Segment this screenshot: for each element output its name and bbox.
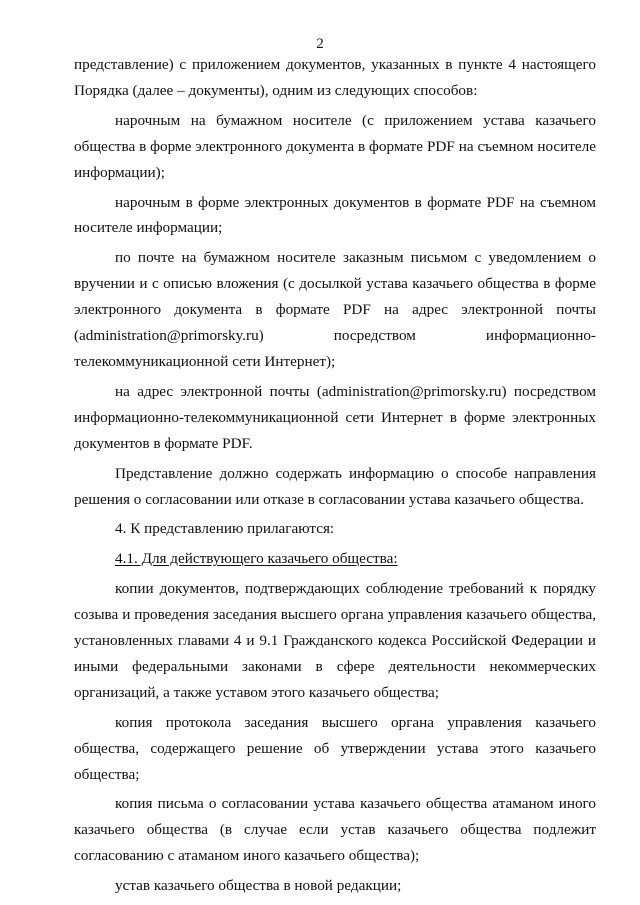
document-body (74, 52, 596, 899)
paragraph: представление) с приложением документов, указанных в пункте 4 настоящего Порядка (далее – документы), одним из следующих способов: (74, 56, 596, 99)
paragraph: копия письма о согласовании устава казачьего общества атаманом иного казачьего общества (в случае если устав казачьего общества подлежит согласованию с атаманом иного казачьего общества); (74, 795, 596, 865)
paragraph: 4. К представлению прилагаются: (115, 520, 335, 538)
paragraph: 4.1. Для действующего казачьего общества: (115, 550, 398, 568)
paragraph: копии документов, подтверждающих соблюдение требований к порядку созыва и проведения заседания высшего органа управления казачьего общества, установленных главами 4 и 9.1 Гражданского кодекса Российской Федерации и иными федеральными законами в сфере деятельности некоммерческих организаций, а также уставом этого казачьего общества; (74, 580, 596, 701)
page-number: 2 (316, 36, 324, 52)
paragraph: копия протокола заседания высшего органа управления казачьего общества, содержащего решение об утверждении устава этого казачьего общества; (74, 713, 596, 783)
paragraph: нарочным на бумажном носителе (с приложением устава казачьего общества в форме электронного документа в формате PDF на съемном носителе информации); (74, 111, 596, 181)
paragraph: устав казачьего общества в новой редакции; (115, 877, 402, 895)
paragraph: на адрес электронной почты (administration@primorsky.ru) посредством информационно-телекоммуникационной сети Интернет в форме электронных документов в формате PDF. (74, 382, 596, 452)
paragraph: нарочным в форме электронных документов в формате PDF на съемном носителе информации; (74, 193, 596, 237)
paragraph: Представление должно содержать информацию о способе направления решения о согласовании или отказе в согласовании устава казачьего общества. (74, 464, 596, 508)
paragraph: по почте на бумажном носителе заказным письмом с уведомлением о вручении и с описью вложения (с досылкой устава казачьего общества в форме электронного документа в формате PDF на адрес электронной почты (administration@primorsky.ru) посредством информационно-телекоммуникационной сети Интернет); (74, 249, 596, 370)
